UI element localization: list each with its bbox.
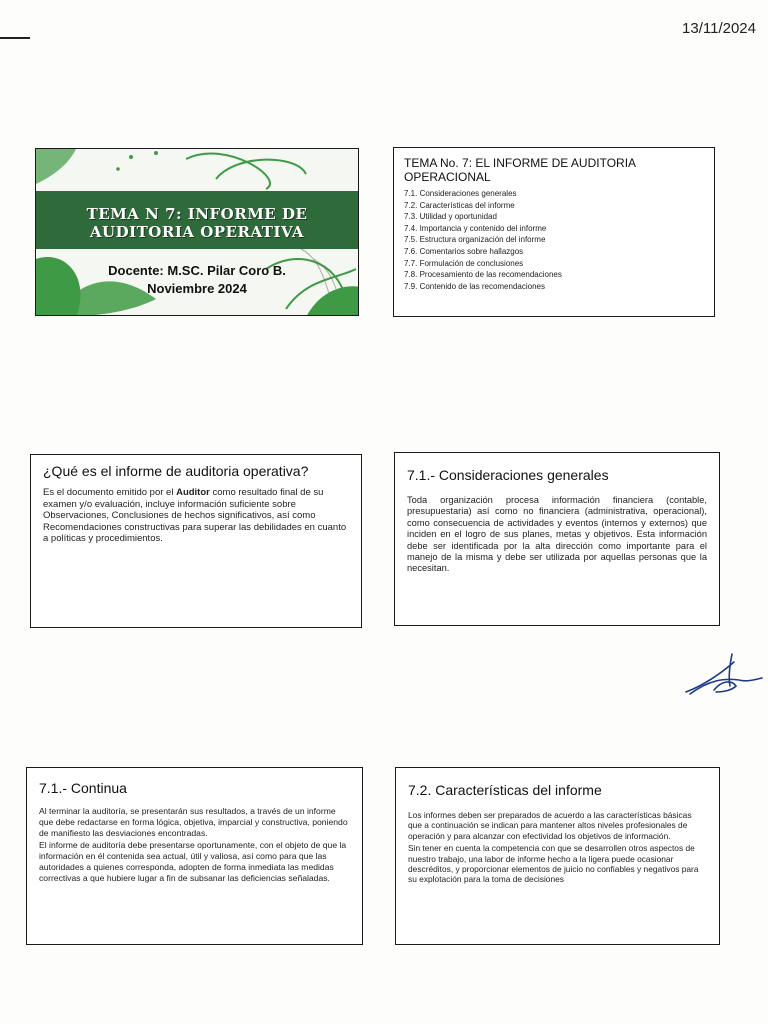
slide-body: Toda organización procesa información financiera (contable, presupuestaria) así como no financiera (administrativa, operacional), como consecuencia de actividades y eventos (internos y externos) que inciden en el logro de sus planes, metas y objetivos. Esta información debe ser identificada por la alta dirección como importante para el manejo de la misma y debe ser utilizada por aquellas personas que la necesitan.	[407, 495, 707, 574]
signature-mark	[684, 650, 764, 700]
agenda-title: TEMA No. 7: EL INFORME DE AUDITORIA OPERACIONAL	[404, 156, 637, 184]
slide-paragraph: Los informes deben ser preparados de acuerdo a las características básicas que a continuación se indican para mantener altos niveles profesionales de operación y para alcanzar con efectividad los objetivos de información.	[408, 810, 692, 841]
slide-heading: 7.1.- Consideraciones generales	[407, 467, 609, 483]
page-date: 13/11/2024	[682, 20, 756, 37]
slide-title-text: TEMA N 7: INFORME DE AUDITORIA OPERATIVA	[86, 205, 308, 241]
slide-heading: 7.2. Características del informe	[408, 782, 602, 798]
slide-agenda	[393, 147, 715, 317]
list-item: 7.7. Formulación de conclusiones	[404, 258, 524, 268]
list-item: 7.9. Contenido de las recomendaciones	[404, 281, 545, 291]
list-item: 7.3. Utilidad y oportunidad	[404, 212, 497, 222]
list-item: 7.8. Procesamiento de las recomendaciones	[404, 270, 562, 280]
list-item: 7.1. Consideraciones generales	[404, 189, 517, 198]
presenter-info: Docente: M.SC. Pilar Coro B. Noviembre 2024	[108, 263, 286, 296]
slide-heading: 7.1.- Continua	[39, 780, 127, 796]
slide-paragraph: Sin tener en cuenta la competencia con que se desarrollen otros aspectos de nuestro trabajo, una labor de informe hecho a la ligera puede ocasionar descréditos, y proporcionar elementos de juicio no confiables y negativos para su explotación para la toma de decisiones	[408, 843, 699, 885]
slide-body: Es el documento emitido por el Auditor como resultado final de su examen y/o evaluación, incluye información suficiente sobre Observaciones, Conclusiones de hechos significativos, así como Recomendaciones constructivas para superar las debilidades en cuanto a políticas y procedimientos.	[43, 487, 347, 544]
slide-paragraph: El informe de auditoría debe presentarse oportunamente, con el objeto de que la información en él contenida sea actual, útil y valiosa, así como para que las autoridades a quienes corresponda, adopten de forma inmediata las medidas correctivas a que hubiere lugar a fin de subsanar las deficiencias señaladas.	[39, 839, 347, 884]
slide-heading: ¿Qué es el informe de auditoria operativa?	[43, 463, 309, 479]
list-item: 7.6. Comentarios sobre hallazgos	[404, 246, 524, 256]
agenda-list	[404, 188, 704, 292]
list-item: 7.4. Importancia y contenido del informe	[404, 223, 547, 233]
list-item: 7.5. Estructura organización del informe	[404, 235, 546, 245]
slide-general-considerations	[394, 452, 720, 626]
list-item: 7.2. Características del informe	[404, 200, 515, 210]
slide-title	[35, 148, 359, 316]
margin-mark	[0, 37, 30, 39]
slide-continua	[26, 767, 363, 945]
slide-paragraph: Al terminar la auditoría, se presentarán sus resultados, a través de un informe que debe redactarse en forma lógica, objetiva, imparcial y constructiva, poniendo de manifiesto las desviaciones encontradas.	[39, 806, 348, 839]
slide-report-characteristics	[395, 767, 720, 945]
slide-definition	[30, 454, 362, 628]
